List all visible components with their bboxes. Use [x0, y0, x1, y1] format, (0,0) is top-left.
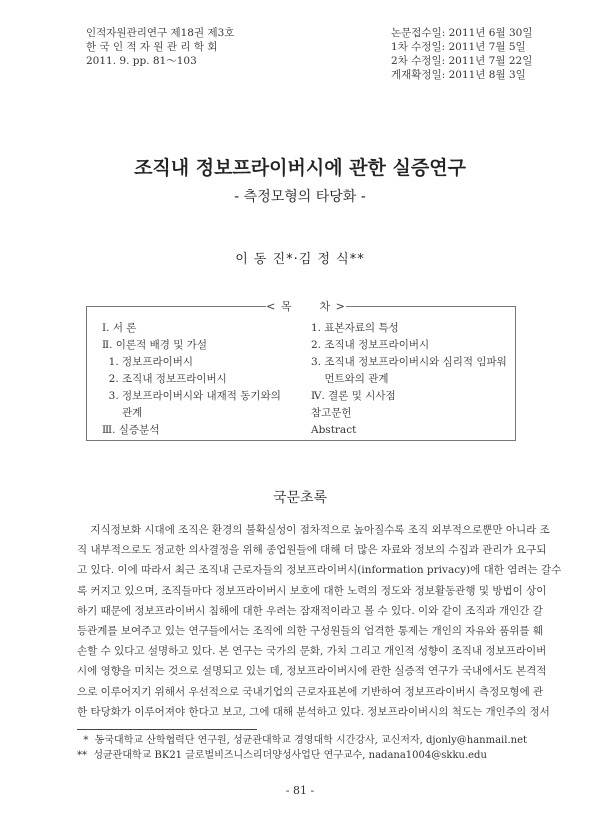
abstract-line: 지식정보화 시대에 조직은 환경의 불확실성이 점차적으로 높아질수록 조직 외부적으로뿐만 아니라 조: [77, 524, 550, 536]
footnotes: [77, 733, 527, 763]
submission-date-line: 게재확정일: 2011년 8월 3일: [391, 69, 526, 81]
footnote-divider: [77, 729, 257, 730]
page-number: - 81 -: [285, 784, 315, 797]
journal-info-line: 인적자원관리연구 제18권 제3호: [86, 27, 235, 39]
toc-item: Ⅳ. 결론 및 시사점: [311, 390, 396, 402]
journal-info-line: 한 국 인 적 자 원 관 리 학 회: [86, 41, 218, 53]
submission-date-line: 1차 수정일: 2011년 7월 5일: [391, 41, 526, 53]
submission-date-line: 논문접수일: 2011년 6월 30일: [391, 27, 533, 39]
toc-item: Ⅲ. 실증분석: [102, 424, 160, 436]
toc-item: 관계: [102, 407, 143, 419]
toc-right-column: [311, 320, 507, 439]
abstract-line: 으로 이루어지기 위해서 우선적으로 국내기업의 근로자표본에 기반하여 정보프라이버시 측정모형에 관: [77, 685, 544, 698]
paper-title: 조직내 정보프라이버시에 관한 실증연구: [134, 157, 466, 179]
paper-subtitle: - 측정모형의 타당화 -: [234, 189, 366, 205]
toc-item: 3. 정보프라이버시와 내재적 동기와의: [102, 390, 281, 402]
table-of-contents-title: < 목 차 >: [266, 300, 346, 313]
toc-item: 2. 조직내 정보프라이버시: [102, 373, 227, 385]
abstract-heading: 국문초록: [272, 490, 328, 506]
abstract-line: 시에 영향을 미치는 것으로 설명되고 있는 데, 정보프라이버시에 관한 실증적 연구가 국내에서도 본격적: [77, 665, 547, 678]
toc-item: 1. 정보프라이버시: [102, 356, 194, 368]
toc-left-column: [102, 320, 281, 439]
toc-item: Ⅱ. 이론적 배경 및 가설: [102, 339, 207, 351]
journal-info-line: 2011. 9. pp. 81～103: [86, 55, 197, 67]
submission-date-line: 2차 수정일: 2011년 7월 22일: [391, 55, 533, 67]
toc-item: 1. 표본자료의 특성: [311, 322, 399, 334]
footnote-1: * 동국대학교 산학협력단 연구원, 성균관대학교 경영대학 시간강사, 교신저자, djonly@hanmail.net: [77, 735, 528, 746]
toc-item: Abstract: [311, 424, 357, 436]
toc-item: Ⅰ. 서 론: [102, 322, 137, 334]
toc-item: 참고문헌: [311, 407, 352, 419]
journal-info: [86, 26, 234, 68]
toc-item: 3. 조직내 정보프라이버시와 심리적 임파워: [311, 356, 507, 368]
abstract-line: 록 커지고 있으며, 조직들마다 정보프라이버시 보호에 대한 노력의 정도와 정보활동관행 및 방법이 상이: [77, 584, 547, 597]
authors: 이 동 진*·김 정 식**: [235, 252, 365, 267]
abstract-line: 한 타당화가 이루어져야 한다고 보고, 그에 대해 분석하고 있다. 정보프라이버시의 척도는 개인주의 정서: [77, 705, 550, 718]
footnote-2: ** 성균관대학교 BK21 글로벌비즈니스리더양성사업단 연구교수, nadana1004@skku.edu: [77, 750, 487, 761]
submission-dates: [391, 26, 532, 82]
abstract-line: 고 있다. 이에 따라서 최근 조직내 근로자들의 정보프라이버시(information privacy)에 대한 염려는 갈수: [77, 564, 562, 577]
abstract-body: [77, 520, 562, 722]
abstract-line: 직 내부적으로도 정교한 의사결정을 위해 종업원들에 대해 더 많은 자료와 정보의 수집과 관리가 요구되: [77, 544, 547, 557]
abstract-line: 등관계를 보여주고 있는 연구들에서는 조직에 의한 구성원들의 엄격한 통제는 개인의 자유와 품위를 훼: [77, 625, 544, 638]
toc-item: 2. 조직내 정보프라이버시: [311, 339, 430, 351]
abstract-line: 하기 때문에 정보프라이버시 침해에 대한 우려는 잠재적이라고 볼 수 있다. 이와 같이 조직과 개인간 갈: [77, 604, 543, 617]
abstract-line: 손할 수 있다고 설명하고 있다. 본 연구는 국가의 문화, 가치 그리고 개인적 성향이 조직내 정보프라이버: [77, 645, 547, 658]
toc-item: 먼트와의 관계: [311, 373, 389, 385]
